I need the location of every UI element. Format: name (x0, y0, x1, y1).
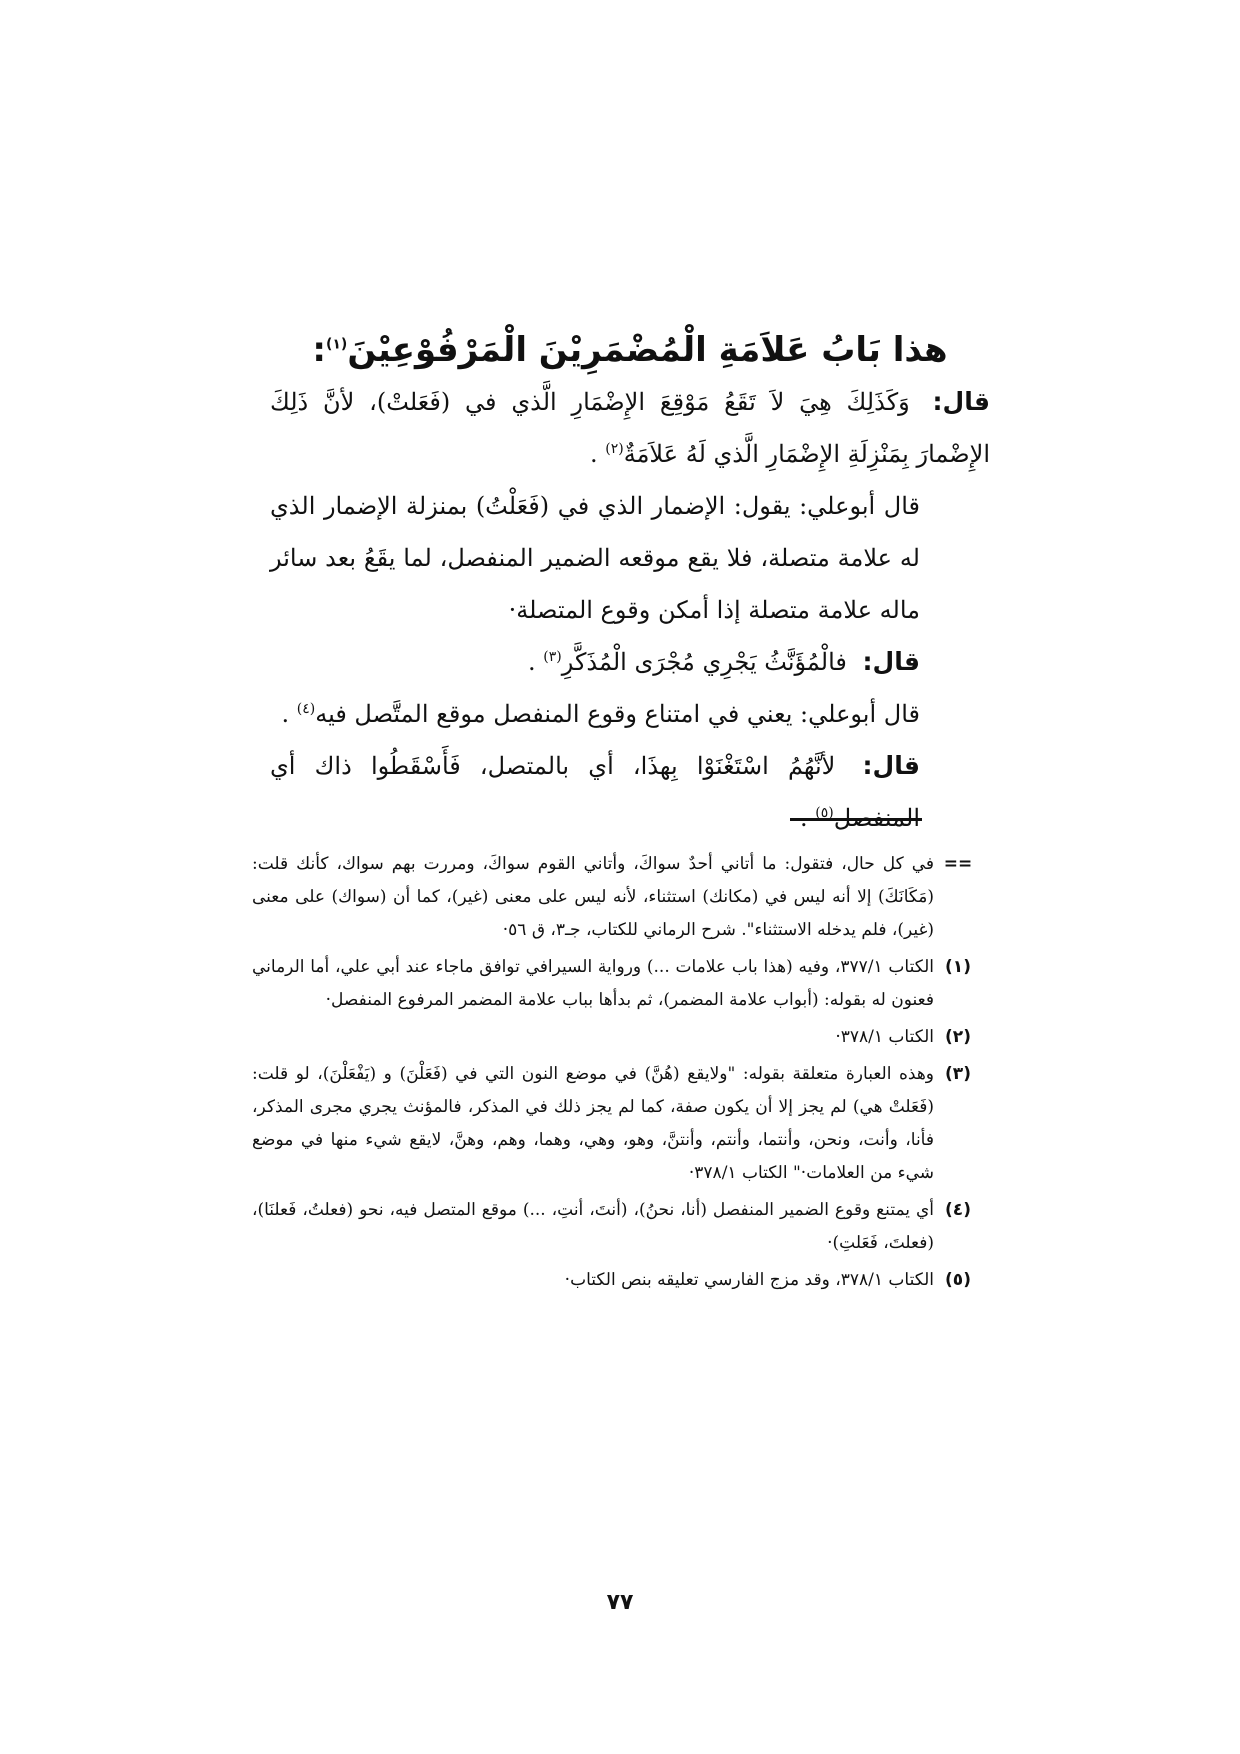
footnote-number: (١) (945, 957, 971, 977)
qal-label: قال: (862, 647, 920, 676)
footnote-text: الكتاب ٣٧٨/١، وقد مزج الفارسي تعليقه بنص الكتاب· (564, 1270, 934, 1290)
footnote-text: وهذه العبارة متعلقة بقوله: "ولايقع (هُنَّ) في موضع النون التي في (فَعَلْنَ) و (يَفْعَلْنَ)، لو قلت: (فَعَلتْ هي) لم يجز إلا أن يكون صفة، كما لم يجز ذلك في المذكر، فالمؤنث يجري مجرى المذكر، فأنا، وأنت، ونحن، وأنتما، وأنتم، وأنتنَّ، وهو، وهي، وهما، وهم، وهنَّ، لايقع شيء منها في موضع شيء من العلامات·" الكتاب ٣٧٨/١· (252, 1064, 934, 1183)
footnote-item (252, 1264, 982, 1297)
footnote-text: الكتاب ٣٧٧/١، وفيه (هذا باب علامات ...) ورواية السيرافي توافق ماجاء عند أبي علي، أما الرماني فعنون له بقوله: (أبواب علامة المضمر)، ثم بدأها بباب علامة المضمر المرفوع المنفصل· (252, 957, 934, 1010)
paragraph-commentary-2 (270, 688, 990, 740)
footnote-item (252, 951, 982, 1017)
footnote-number: (٣) (945, 1064, 971, 1084)
footnote-ref: (٥) (815, 805, 834, 821)
footnote-number: (٥) (945, 1270, 971, 1290)
paragraph-end: . (800, 804, 808, 832)
footnote-number: == (943, 854, 973, 874)
paragraph-text: قال أبوعلي: يعني في امتناع وقوع المنفصل موقع المتَّصل فيه (315, 700, 920, 728)
paragraph-end: . (589, 440, 598, 468)
footnote-ref: (١) (325, 336, 348, 353)
paragraph-quote-1 (270, 376, 990, 480)
paragraph-commentary-1 (270, 480, 990, 636)
footnote-number: (٤) (945, 1200, 971, 1220)
footnote-ref: (٢) (605, 441, 624, 457)
footnote-number: (٢) (945, 1027, 971, 1047)
paragraph-text: قال أبوعلي: يقول: الإضمار الذي في (فَعَلْتُ) بمنزلة الإضمار الذي له علامة متصلة، فلا يقع موقعه الضمير المنفصل، لما يقَعُ بعد سائر ماله علامة متصلة إذا أمكن وقوع المتصلة· (270, 492, 920, 624)
chapter-title (270, 330, 990, 370)
paragraph-quote-3 (270, 740, 990, 844)
footnote-text: في كل حال، فتقول: ما أتاني أحدٌ سواكَ، وأتاني القوم سواكَ، ومررت بهم سواك، كأنك قلت: (مَكَانَكَ) إلا أنه ليس في (مكانك) استثناء، لأنه ليس على معنى (غير)، كما أن (سواك) على معنى (غير)، فلم يدخله الاستثناء". شرح الرماني للكتاب، جـ٣، ق ٥٦· (252, 854, 934, 940)
paragraph-text: وَكَذَلِكَ هِيَ لاَ تَقَعُ مَوْقِعَ الإِضْمَارِ الَّذي في (فَعَلتْ)، لأنَّ ذَلِكَ الإِضْمارَ بِمَنْزِلَةِ الإِضْمَارِ الَّذي لَهُ عَلاَمَةٌ (270, 388, 990, 468)
page-number: ٧٧ (606, 1590, 634, 1615)
footnote-separator (790, 818, 922, 821)
footnote-text: الكتاب ٣٧٨/١· (835, 1027, 934, 1047)
paragraph-quote-2 (270, 636, 990, 688)
footnote-item (252, 1194, 982, 1260)
paragraph-end: . (527, 648, 536, 676)
footnote-text: أي يمتنع وقوع الضمير المنفصل (أنا، نحنُ)، (أنتَ، أنتِ، ...) موقع المتصل فيه، نحو (فعلتُ، فَعلنَا)، (فعلتَ، فَعَلتِ)· (252, 1200, 934, 1253)
qal-label: قال: (932, 387, 990, 416)
footnote-item (252, 848, 982, 947)
footnotes (252, 848, 982, 1301)
paragraph-end: . (281, 700, 290, 728)
qal-label: قال: (862, 751, 920, 780)
footnote-ref: (٤) (296, 701, 316, 717)
chapter-title-text: هذا بَابُ عَلاَمَةِ الْمُضْمَرِيْنَ الْمَرْفُوْعِيْنَ (347, 330, 948, 370)
footnote-item (252, 1058, 982, 1190)
paragraph-text: لأنَّهُمُ اسْتَغْنَوْا بِهذَا، أي بالمتصل، فَأَسْقَطُوا ذاك أي المنفصل (270, 752, 920, 832)
main-text (270, 330, 990, 844)
footnote-ref: (٣) (543, 649, 562, 665)
title-colon: : (312, 330, 326, 370)
paragraph-text: فالْمُؤَنَّثُ يَجْرِي مُجْرَى الْمُذَكَّرِ (561, 648, 847, 676)
footnote-item (252, 1021, 982, 1054)
